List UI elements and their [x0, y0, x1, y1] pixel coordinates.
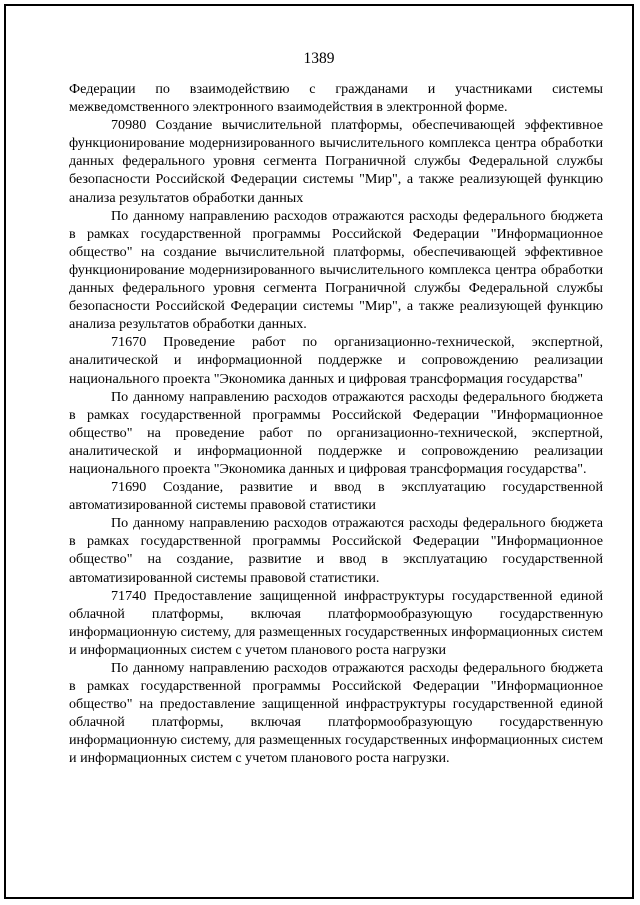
section-heading-71690: 71690 Создание, развитие и ввод в эксплуатацию государственной автоматизированной системы правовой статистики [69, 479, 603, 514]
section-heading-71670: 71670 Проведение работ по организационно-технической, экспертной, аналитической и информационной поддержке и сопровождению реализации национального проекта "Экономика данных и цифровая трансформация государства" [69, 334, 603, 387]
paragraph-continuation: Федерации по взаимодействию с гражданами и участниками системы межведомственного электронного взаимодействия в электронной форме. [69, 81, 603, 116]
section-heading-70980: 70980 Создание вычислительной платформы, обеспечивающей эффективное функционирование модернизированного вычислительного комплекса центра обработки данных федерального уровня сегмента Пограничной службы Федеральной службы безопасности Российской Федерации системы "Мир", а также реализующей функцию анализа результатов обработки данных [69, 117, 603, 206]
paragraph-71740-description: По данному направлению расходов отражаются расходы федерального бюджета в рамках государственной программы Российской Федерации "Информационное общество" на предоставление защищенной инфраструктуры государственной единой облачной платформы, включая платформообразующую государственную информационную систему, для размещенных государственных информационных систем и информационных систем с учетом планового роста нагрузки. [69, 660, 603, 767]
section-heading-71740: 71740 Предоставление защищенной инфраструктуры государственной единой облачной платформы, включая платформообразующую государственную информационную систему, для размещенных государственных информационных систем и информационных систем с учетом планового роста нагрузки [69, 587, 603, 658]
page-number: 1389 [303, 50, 335, 67]
paragraph-71670-description: По данному направлению расходов отражаются расходы федерального бюджета в рамках государственной программы Российской Федерации "Информационное общество" на проведение работ по организационно-технической, экспертной, аналитической и информационной поддержке и сопровождению реализации национального проекта "Экономика данных и цифровая трансформация государства". [69, 388, 603, 477]
paragraph-71690-description: По данному направлению расходов отражаются расходы федерального бюджета в рамках государственной программы Российской Федерации "Информационное общество" на создание, развитие и ввод в эксплуатацию государственной автоматизированной системы правовой статистики. [69, 515, 603, 586]
paragraph-70980-description: По данному направлению расходов отражаются расходы федерального бюджета в рамках государственной программы Российской Федерации "Информационное общество" на создание вычислительной платформы, обеспечивающей эффективное функционирование модернизированного вычислительного комплекса центра обработки данных федерального уровня сегмента Пограничной службы Федеральной службы безопасности Российской Федерации системы "Мир", а также реализующей функцию анализа результатов обработки данных. [69, 207, 603, 333]
document-body [69, 80, 603, 768]
document-page [4, 4, 634, 899]
